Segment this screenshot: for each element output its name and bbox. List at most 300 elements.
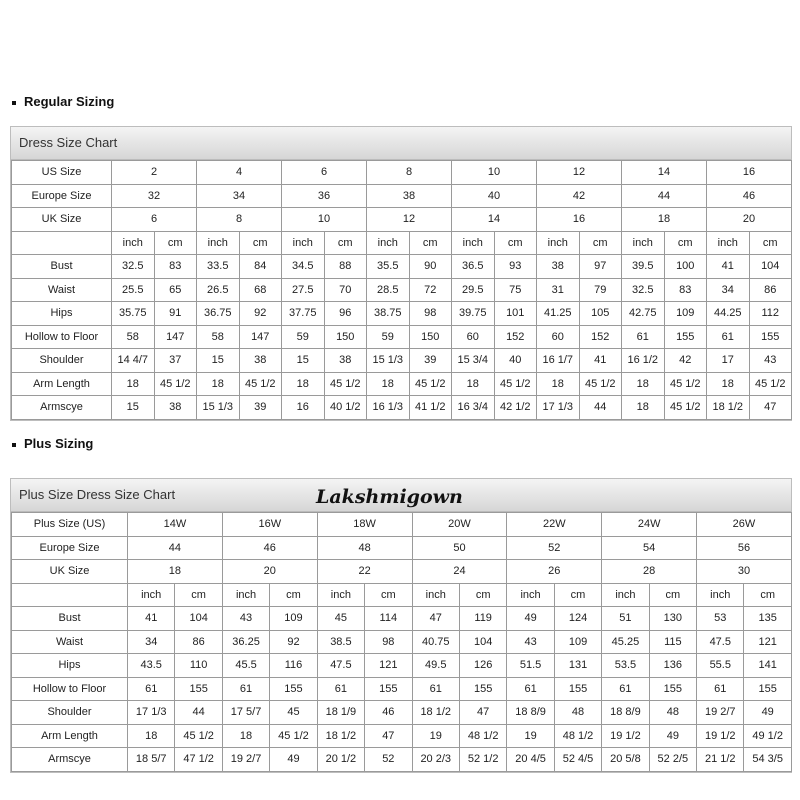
brand-watermark: Lakshmigown	[316, 486, 463, 508]
measurement-cell: 45 1/2	[270, 724, 317, 748]
unit-cm: cm	[154, 231, 197, 255]
unit-inch: inch	[197, 231, 240, 255]
size-cell: 54	[602, 536, 697, 560]
measurement-cell: 116	[270, 654, 317, 678]
measurement-cell: 18 5/7	[128, 748, 175, 772]
measurement-cell: 136	[649, 654, 696, 678]
measurement-cell: 18	[452, 372, 495, 396]
size-cell: 56	[697, 536, 792, 560]
size-cell: 22	[317, 560, 412, 584]
measurement-cell: 18 8/9	[602, 701, 649, 725]
measurement-cell: 45 1/2	[579, 372, 622, 396]
unit-inch: inch	[507, 583, 554, 607]
measurement-cell: 18 1/2	[317, 724, 364, 748]
measurement-label: Arm Length	[12, 372, 112, 396]
row-label: UK Size	[12, 208, 112, 232]
size-cell: 22W	[507, 513, 602, 537]
size-row-us	[12, 513, 792, 537]
unit-inch: inch	[452, 231, 495, 255]
measurement-cell: 43	[749, 349, 792, 373]
size-cell: 16	[537, 208, 622, 232]
size-cell: 2	[112, 161, 197, 185]
measurement-cell: 86	[749, 278, 792, 302]
measurement-row	[12, 724, 792, 748]
unit-inch: inch	[707, 231, 750, 255]
measurement-cell: 104	[749, 255, 792, 279]
measurement-cell: 93	[494, 255, 537, 279]
unit-inch: inch	[602, 583, 649, 607]
measurement-cell: 19	[507, 724, 554, 748]
unit-row	[12, 231, 792, 255]
measurement-cell: 150	[324, 325, 367, 349]
size-cell: 26	[507, 560, 602, 584]
unit-cm: cm	[459, 583, 506, 607]
row-label: Europe Size	[12, 184, 112, 208]
measurement-cell: 61	[697, 677, 744, 701]
size-row-uk	[12, 560, 792, 584]
measurement-row	[12, 677, 792, 701]
unit-inch: inch	[317, 583, 364, 607]
measurement-cell: 60	[537, 325, 580, 349]
measurement-cell: 20 1/2	[317, 748, 364, 772]
measurement-cell: 41	[579, 349, 622, 373]
unit-cm: cm	[664, 231, 707, 255]
measurement-cell: 17	[707, 349, 750, 373]
measurement-cell: 110	[175, 654, 222, 678]
measurement-cell: 36.25	[222, 630, 269, 654]
unit-cm: cm	[494, 231, 537, 255]
measurement-cell: 46	[365, 701, 412, 725]
measurement-cell: 28.5	[367, 278, 410, 302]
measurement-cell: 49	[507, 607, 554, 631]
measurement-cell: 155	[365, 677, 412, 701]
measurement-label: Bust	[12, 255, 112, 279]
size-cell: 20W	[412, 513, 507, 537]
measurement-cell: 47	[412, 607, 459, 631]
measurement-cell: 109	[554, 630, 601, 654]
size-cell: 8	[197, 208, 282, 232]
measurement-cell: 61	[507, 677, 554, 701]
row-label: UK Size	[12, 560, 128, 584]
measurement-cell: 17 1/3	[537, 396, 580, 420]
measurement-cell: 84	[239, 255, 282, 279]
measurement-cell: 45 1/2	[239, 372, 282, 396]
measurement-cell: 16 1/3	[367, 396, 410, 420]
size-cell: 40	[452, 184, 537, 208]
measurement-row	[12, 607, 792, 631]
unit-cm: cm	[649, 583, 696, 607]
measurement-cell: 19 1/2	[697, 724, 744, 748]
measurement-cell: 37	[154, 349, 197, 373]
measurement-cell: 59	[282, 325, 325, 349]
measurement-cell: 152	[579, 325, 622, 349]
measurement-row	[12, 302, 792, 326]
measurement-cell: 53	[697, 607, 744, 631]
measurement-cell: 25.5	[112, 278, 155, 302]
measurement-cell: 60	[452, 325, 495, 349]
measurement-cell: 141	[744, 654, 791, 678]
measurement-cell: 47.5	[317, 654, 364, 678]
measurement-row	[12, 278, 792, 302]
measurement-cell: 155	[664, 325, 707, 349]
measurement-cell: 131	[554, 654, 601, 678]
measurement-cell: 45 1/2	[664, 396, 707, 420]
measurement-cell: 47.5	[697, 630, 744, 654]
unit-cm: cm	[239, 231, 282, 255]
size-cell: 26W	[697, 513, 792, 537]
measurement-cell: 33.5	[197, 255, 240, 279]
measurement-cell: 53.5	[602, 654, 649, 678]
size-row-us	[12, 161, 792, 185]
measurement-cell: 37.75	[282, 302, 325, 326]
measurement-cell: 18	[537, 372, 580, 396]
measurement-cell: 40 1/2	[324, 396, 367, 420]
size-cell: 14	[622, 161, 707, 185]
unit-inch: inch	[128, 583, 175, 607]
size-cell: 16W	[222, 513, 317, 537]
size-cell: 10	[282, 208, 367, 232]
measurement-cell: 91	[154, 302, 197, 326]
measurement-cell: 20 2/3	[412, 748, 459, 772]
measurement-cell: 48 1/2	[554, 724, 601, 748]
unit-inch: inch	[537, 231, 580, 255]
unit-cm: cm	[744, 583, 791, 607]
measurement-cell: 40.75	[412, 630, 459, 654]
row-label: Plus Size (US)	[12, 513, 128, 537]
measurement-cell: 18	[622, 372, 665, 396]
measurement-cell: 155	[649, 677, 696, 701]
measurement-cell: 39.5	[622, 255, 665, 279]
unit-inch: inch	[622, 231, 665, 255]
measurement-cell: 18 1/2	[707, 396, 750, 420]
measurement-cell: 51	[602, 607, 649, 631]
plus-chart-title	[11, 479, 791, 512]
measurement-cell: 100	[664, 255, 707, 279]
measurement-row	[12, 349, 792, 373]
measurement-cell: 155	[749, 325, 792, 349]
measurement-row	[12, 701, 792, 725]
measurement-label: Arm Length	[12, 724, 128, 748]
size-cell: 18	[622, 208, 707, 232]
size-cell: 10	[452, 161, 537, 185]
measurement-label: Bust	[12, 607, 128, 631]
unit-inch: inch	[112, 231, 155, 255]
measurement-cell: 61	[317, 677, 364, 701]
size-cell: 48	[317, 536, 412, 560]
size-row-europe	[12, 536, 792, 560]
measurement-cell: 75	[494, 278, 537, 302]
measurement-cell: 49.5	[412, 654, 459, 678]
measurement-cell: 124	[554, 607, 601, 631]
size-cell: 46	[707, 184, 792, 208]
measurement-cell: 61	[602, 677, 649, 701]
unit-row	[12, 583, 792, 607]
measurement-row	[12, 255, 792, 279]
measurement-cell: 42.75	[622, 302, 665, 326]
measurement-cell: 14 4/7	[112, 349, 155, 373]
size-cell: 36	[282, 184, 367, 208]
size-cell: 6	[112, 208, 197, 232]
measurement-cell: 70	[324, 278, 367, 302]
regular-size-table	[11, 160, 792, 420]
measurement-cell: 43	[222, 607, 269, 631]
measurement-cell: 45	[317, 607, 364, 631]
plus-chart-title-text: Plus Size Dress Size Chart	[19, 487, 176, 502]
measurement-cell: 19 2/7	[697, 701, 744, 725]
measurement-cell: 16	[282, 396, 325, 420]
measurement-cell: 35.75	[112, 302, 155, 326]
measurement-cell: 49	[744, 701, 791, 725]
measurement-cell: 150	[409, 325, 452, 349]
measurement-cell: 16 1/2	[622, 349, 665, 373]
measurement-cell: 61	[707, 325, 750, 349]
size-cell: 52	[507, 536, 602, 560]
measurement-cell: 15	[112, 396, 155, 420]
plus-sizing-heading-text: Plus Sizing	[24, 436, 94, 451]
plus-sizing-heading	[12, 436, 93, 451]
size-cell: 14	[452, 208, 537, 232]
measurement-cell: 44	[175, 701, 222, 725]
measurement-cell: 32.5	[112, 255, 155, 279]
unit-inch: inch	[367, 231, 410, 255]
measurement-cell: 47	[365, 724, 412, 748]
size-cell: 24	[412, 560, 507, 584]
size-row-uk	[12, 208, 792, 232]
measurement-cell: 45.5	[222, 654, 269, 678]
size-cell: 34	[197, 184, 282, 208]
measurement-cell: 18	[622, 396, 665, 420]
measurement-cell: 35.5	[367, 255, 410, 279]
size-cell: 24W	[602, 513, 697, 537]
measurement-cell: 101	[494, 302, 537, 326]
unit-cm: cm	[365, 583, 412, 607]
measurement-cell: 45 1/2	[494, 372, 537, 396]
measurement-cell: 68	[239, 278, 282, 302]
measurement-cell: 49 1/2	[744, 724, 791, 748]
measurement-cell: 18 1/2	[412, 701, 459, 725]
measurement-row	[12, 630, 792, 654]
measurement-cell: 19 1/2	[602, 724, 649, 748]
measurement-label: Armscye	[12, 396, 112, 420]
measurement-cell: 109	[664, 302, 707, 326]
measurement-cell: 155	[554, 677, 601, 701]
measurement-cell: 126	[459, 654, 506, 678]
size-cell: 30	[697, 560, 792, 584]
measurement-cell: 105	[579, 302, 622, 326]
measurement-cell: 44.25	[707, 302, 750, 326]
measurement-row	[12, 372, 792, 396]
measurement-cell: 112	[749, 302, 792, 326]
measurement-cell: 20 5/8	[602, 748, 649, 772]
regular-sizing-heading	[12, 94, 114, 109]
measurement-cell: 27.5	[282, 278, 325, 302]
measurement-cell: 41 1/2	[409, 396, 452, 420]
measurement-cell: 47 1/2	[175, 748, 222, 772]
measurement-cell: 97	[579, 255, 622, 279]
measurement-cell: 18 8/9	[507, 701, 554, 725]
bullet-icon	[12, 101, 16, 105]
measurement-cell: 48	[649, 701, 696, 725]
size-cell: 20	[707, 208, 792, 232]
size-cell: 32	[112, 184, 197, 208]
measurement-cell: 49	[649, 724, 696, 748]
regular-chart-title: Dress Size Chart	[11, 127, 791, 160]
measurement-cell: 98	[409, 302, 452, 326]
measurement-cell: 48	[554, 701, 601, 725]
measurement-cell: 83	[154, 255, 197, 279]
regular-sizing-heading-text: Regular Sizing	[24, 94, 115, 109]
measurement-label: Waist	[12, 630, 128, 654]
measurement-cell: 52 4/5	[554, 748, 601, 772]
measurement-label: Waist	[12, 278, 112, 302]
size-cell: 16	[707, 161, 792, 185]
measurement-cell: 34	[707, 278, 750, 302]
measurement-cell: 58	[112, 325, 155, 349]
measurement-cell: 36.75	[197, 302, 240, 326]
measurement-row	[12, 325, 792, 349]
measurement-cell: 104	[459, 630, 506, 654]
measurement-cell: 18	[367, 372, 410, 396]
measurement-cell: 88	[324, 255, 367, 279]
measurement-label: Hips	[12, 302, 112, 326]
measurement-cell: 49	[270, 748, 317, 772]
measurement-cell: 39	[239, 396, 282, 420]
measurement-cell: 65	[154, 278, 197, 302]
measurement-cell: 147	[154, 325, 197, 349]
size-cell: 12	[367, 208, 452, 232]
size-cell: 28	[602, 560, 697, 584]
measurement-cell: 155	[459, 677, 506, 701]
measurement-cell: 96	[324, 302, 367, 326]
measurement-cell: 44	[579, 396, 622, 420]
blank-cell	[12, 231, 112, 255]
size-cell: 46	[222, 536, 317, 560]
measurement-row	[12, 748, 792, 772]
measurement-cell: 55.5	[697, 654, 744, 678]
measurement-cell: 59	[367, 325, 410, 349]
measurement-cell: 38	[239, 349, 282, 373]
measurement-cell: 42 1/2	[494, 396, 537, 420]
measurement-cell: 15 3/4	[452, 349, 495, 373]
measurement-cell: 26.5	[197, 278, 240, 302]
measurement-cell: 39	[409, 349, 452, 373]
measurement-cell: 52	[365, 748, 412, 772]
measurement-cell: 45 1/2	[175, 724, 222, 748]
measurement-cell: 40	[494, 349, 537, 373]
measurement-cell: 45 1/2	[154, 372, 197, 396]
measurement-cell: 43.5	[128, 654, 175, 678]
measurement-cell: 104	[175, 607, 222, 631]
measurement-row	[12, 654, 792, 678]
measurement-cell: 18	[222, 724, 269, 748]
size-cell: 14W	[128, 513, 223, 537]
size-cell: 44	[128, 536, 223, 560]
measurement-cell: 45	[270, 701, 317, 725]
unit-inch: inch	[412, 583, 459, 607]
measurement-cell: 61	[222, 677, 269, 701]
measurement-cell: 20 4/5	[507, 748, 554, 772]
measurement-cell: 147	[239, 325, 282, 349]
measurement-cell: 38	[154, 396, 197, 420]
measurement-label: Hollow to Floor	[12, 677, 128, 701]
unit-inch: inch	[282, 231, 325, 255]
measurement-cell: 155	[175, 677, 222, 701]
measurement-cell: 130	[649, 607, 696, 631]
measurement-label: Shoulder	[12, 349, 112, 373]
measurement-cell: 86	[175, 630, 222, 654]
measurement-cell: 16 1/7	[537, 349, 580, 373]
measurement-cell: 32.5	[622, 278, 665, 302]
measurement-cell: 61	[128, 677, 175, 701]
size-cell: 8	[367, 161, 452, 185]
measurement-cell: 115	[649, 630, 696, 654]
measurement-cell: 121	[744, 630, 791, 654]
size-cell: 6	[282, 161, 367, 185]
measurement-cell: 34	[128, 630, 175, 654]
size-cell: 4	[197, 161, 282, 185]
measurement-cell: 41	[707, 255, 750, 279]
measurement-label: Hollow to Floor	[12, 325, 112, 349]
regular-size-chart	[10, 126, 792, 421]
size-cell: 18	[128, 560, 223, 584]
measurement-cell: 21 1/2	[697, 748, 744, 772]
measurement-cell: 79	[579, 278, 622, 302]
measurement-cell: 135	[744, 607, 791, 631]
measurement-cell: 17 1/3	[128, 701, 175, 725]
measurement-cell: 19 2/7	[222, 748, 269, 772]
measurement-cell: 16 3/4	[452, 396, 495, 420]
measurement-cell: 34.5	[282, 255, 325, 279]
measurement-cell: 58	[197, 325, 240, 349]
plus-size-table	[11, 512, 792, 772]
measurement-cell: 36.5	[452, 255, 495, 279]
measurement-cell: 52 1/2	[459, 748, 506, 772]
measurement-cell: 39.75	[452, 302, 495, 326]
measurement-cell: 45 1/2	[324, 372, 367, 396]
measurement-cell: 121	[365, 654, 412, 678]
measurement-cell: 18	[707, 372, 750, 396]
unit-cm: cm	[579, 231, 622, 255]
unit-cm: cm	[749, 231, 792, 255]
size-cell: 38	[367, 184, 452, 208]
measurement-cell: 18	[112, 372, 155, 396]
unit-cm: cm	[270, 583, 317, 607]
measurement-label: Shoulder	[12, 701, 128, 725]
measurement-cell: 45 1/2	[664, 372, 707, 396]
size-cell: 44	[622, 184, 707, 208]
measurement-cell: 45 1/2	[749, 372, 792, 396]
measurement-cell: 18 1/9	[317, 701, 364, 725]
measurement-cell: 45.25	[602, 630, 649, 654]
measurement-cell: 72	[409, 278, 452, 302]
measurement-cell: 155	[744, 677, 791, 701]
measurement-cell: 47	[749, 396, 792, 420]
measurement-label: Armscye	[12, 748, 128, 772]
size-cell: 18W	[317, 513, 412, 537]
unit-inch: inch	[697, 583, 744, 607]
measurement-cell: 18	[197, 372, 240, 396]
measurement-cell: 83	[664, 278, 707, 302]
measurement-row	[12, 396, 792, 420]
measurement-cell: 29.5	[452, 278, 495, 302]
unit-cm: cm	[324, 231, 367, 255]
measurement-cell: 38	[537, 255, 580, 279]
measurement-cell: 61	[412, 677, 459, 701]
size-cell: 50	[412, 536, 507, 560]
measurement-cell: 90	[409, 255, 452, 279]
measurement-cell: 109	[270, 607, 317, 631]
size-cell: 42	[537, 184, 622, 208]
